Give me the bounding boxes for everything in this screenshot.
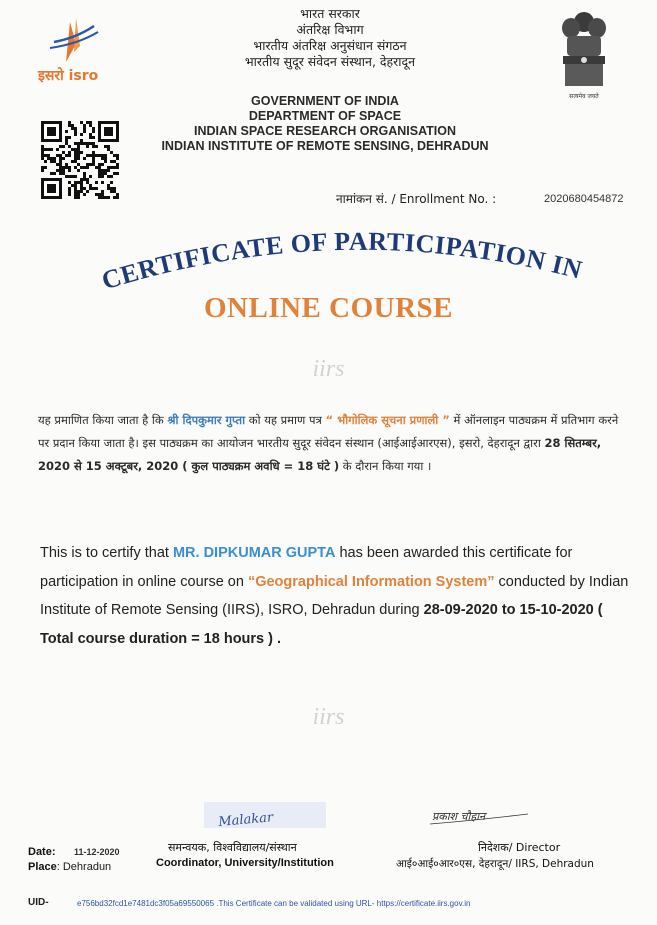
hindi-header-line: भारतीय सुदूर संवेदन संस्थान, देहरादून: [244, 54, 416, 69]
eb-text: This is to certify that: [40, 545, 173, 561]
hindi-header: [180, 6, 480, 70]
national-emblem: [553, 6, 615, 102]
iirs-watermark: iirs: [312, 704, 345, 730]
eb-text: has been awarded this certificate for participation in online course on: [40, 545, 573, 590]
eb-text: .: [272, 630, 282, 647]
hindi-course-name: “ भौगोलिक सूचना प्रणाली ”: [325, 413, 450, 427]
hb-text: यह प्रमाणित किया जाता है कि: [38, 413, 168, 427]
coordinator-signature: [204, 800, 326, 830]
director-title: आई०आई०आर०एस, देहरादून/ IIRS, Dehradun: [396, 858, 594, 870]
title-line-1: CERTIFICATE OF PARTICIPATION IN: [98, 228, 586, 296]
english-certificate-text: [40, 539, 630, 653]
english-header-line: DEPARTMENT OF SPACE: [248, 109, 402, 123]
english-header-line: INDIAN INSTITUTE OF REMOTE SENSING, DEHRADUN: [161, 139, 489, 153]
hindi-header-line: अंतरिक्ष विभाग: [296, 22, 364, 37]
uid-label: UID-: [28, 897, 49, 908]
place-row: [28, 857, 111, 875]
director-signature: [428, 800, 538, 830]
hindi-participant-name: श्री दिपकुमार गुप्ता: [167, 413, 246, 427]
hindi-certificate-text: [38, 409, 628, 478]
course-name: “Geographical Information System”: [247, 573, 495, 590]
emblem-caption: सत्यमेव जयते: [569, 93, 599, 100]
participant-name: MR. DIPKUMAR GUPTA: [172, 545, 336, 561]
isro-logo: [36, 12, 132, 88]
hindi-course-dates: 28 सितम्बर, 2020 से 15 अक्टूबर, 2020 ( कुल पाठ्यक्रम अवधि = 18 घंटे ): [38, 436, 602, 473]
hindi-header-line: भारतीय अंतरिक्ष अनुसंधान संगठन: [253, 38, 407, 53]
enrollment-label: नामांकन सं. / Enrollment No. :: [336, 192, 497, 206]
coordinator-title-hindi: समन्वयक, विश्वविद्यालय/संस्थान: [168, 841, 297, 854]
iirs-watermark: iirs: [312, 356, 345, 382]
place-value: : Dehradun: [56, 861, 112, 873]
qr-code[interactable]: [41, 121, 119, 199]
course-dates: 28-09-2020 to 15-10-2020 ( Total course duration = 18 hours ): [40, 602, 603, 647]
english-header-line: INDIAN SPACE RESEARCH ORGANISATION: [193, 124, 457, 138]
svg-text:Malakar: Malakar: [217, 810, 274, 830]
place-label: Place: [28, 861, 57, 873]
date-value: 11-12-2020: [73, 847, 120, 857]
english-header-line: GOVERNMENT OF INDIA: [251, 94, 399, 108]
coordinator-title: Coordinator, University/Institution: [156, 857, 334, 869]
hindi-header-line: भारत सरकार: [300, 6, 360, 21]
eb-text: conducted by Indian Institute of Remote Sensing (IIRS), ISRO, Dehradun during: [40, 573, 629, 618]
svg-text:प्रकाश चौहान: प्रकाश चौहान: [432, 810, 486, 823]
enrollment-number: 2020680454872: [544, 193, 624, 205]
hb-text: में ऑनलाइन पाठ्यक्रम में प्रतिभाग करने पर प्रदान किया जाता है। इस पाठ्यक्रम का आयोजन भारतीय सुदूर संवेदन संस्थान (आईआईआरएस), इसरो, देहरादून द्वारा: [38, 413, 619, 450]
english-header: [140, 94, 510, 154]
certificate-subtitle: ONLINE COURSE: [203, 292, 454, 324]
uid-validation-text[interactable]: e756bd32fcd1e7481dc3f05a69550065 .This Certificate can be validated using URL- https://certificate.iirs.gov.in: [77, 899, 471, 908]
hb-text: को यह प्रमाण पत्र: [245, 413, 326, 427]
isro-logo-text: इसरो isro: [38, 68, 99, 84]
hb-text: के दौरान किया गया ।: [339, 459, 432, 473]
date-label: Date:: [28, 846, 56, 858]
director-title-hindi: निदेशक/ Director: [478, 841, 561, 854]
